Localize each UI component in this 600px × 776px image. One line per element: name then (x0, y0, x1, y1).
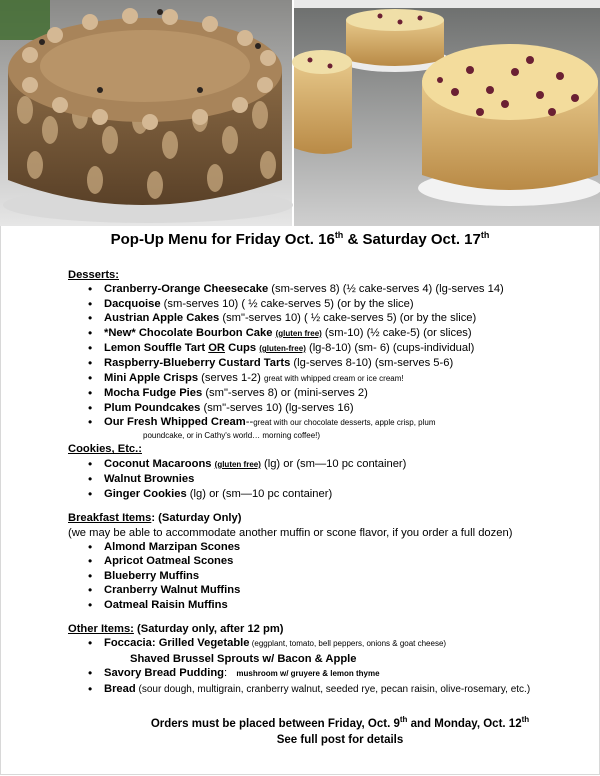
item-name: Lemon Souffle Tart (104, 342, 209, 355)
list-item (104, 341, 588, 356)
other-heading: Other Items: (68, 622, 134, 635)
list-item (104, 682, 588, 697)
item-name: Almond Marzipan Scones (104, 540, 241, 553)
right-photo-cheesecakes (292, 0, 600, 226)
item-detail: (sm"-serves 8) or (mini-serves 2) (202, 387, 368, 400)
item-name: Plum Poundcakes (104, 401, 201, 414)
item-name: Mocha Fudge Pies (104, 387, 203, 400)
list-item (104, 311, 588, 325)
list-item (104, 401, 588, 415)
cookies-heading: Cookies, Etc.: (68, 443, 142, 456)
item-name: Oatmeal Raisin Muffins (104, 598, 228, 611)
item-detail: (lg-serves 8-10) (sm-serves 5-6) (290, 357, 454, 370)
list-item (104, 583, 588, 597)
desserts-heading: Desserts: (68, 269, 119, 281)
title-part2: & Saturday Oct. 17 (343, 231, 481, 248)
breakfast-note: : (Saturday Only) (151, 512, 242, 525)
title-sup1: th (334, 230, 344, 240)
item-detail: (sm-10) (½ cake-5) (or slices) (321, 326, 472, 339)
item-colon: : (223, 667, 228, 680)
list-item (104, 356, 588, 370)
photos (0, 0, 600, 226)
item-name: Mini Apple Crisps (104, 371, 199, 384)
cookies-section-heading (68, 442, 588, 456)
list-item (104, 554, 588, 568)
page-title (0, 230, 600, 250)
orders-line2: See full post for details (276, 734, 404, 746)
other-section-heading (68, 622, 588, 636)
item-name: Coconut Macaroons (104, 457, 212, 470)
other-list-cont (68, 666, 588, 697)
gluten-free-tag: (gluten free) (275, 328, 322, 338)
item-detail: (serves 1-2) (198, 371, 264, 384)
item-detail: (lg) or (sm—10 pc container) (260, 457, 407, 470)
item-name: Blueberry Muffins (104, 569, 200, 582)
breakfast-subnote: (we may be able to accommodate another muffin or scone flavor, if you order a full dozen) (68, 526, 513, 539)
item-detail: (sm-serves 8) (½ cake-serves 4) (lg-serves 14) (268, 283, 504, 296)
title-part1: Pop-Up Menu for Friday Oct. 16 (110, 231, 335, 248)
breakfast-heading: Breakfast Items (68, 512, 152, 525)
orders-sup1: th (399, 715, 408, 725)
cookies-list (68, 457, 588, 501)
item-name: Cranberry-Orange Cheesecake (104, 283, 269, 296)
orders-line1 (0, 716, 600, 732)
list-item (104, 282, 588, 296)
item-name: Ginger Cookies (104, 487, 187, 500)
orders-text-b: and Monday, Oct. 12 (407, 718, 522, 730)
other-note: (Saturday only, after 12 pm) (133, 622, 284, 635)
item-note: mushroom w/ gruyere & lemon thyme (236, 669, 380, 679)
title-sup2: th (480, 230, 490, 240)
item-note: (eggplant, tomato, bell peppers, onions & goat cheese) (249, 639, 447, 649)
whipped-cream-note-cont: poundcake, or in Cathy's world… morning coffee!) (143, 431, 321, 441)
desserts-list (68, 282, 588, 430)
list-item (104, 569, 588, 583)
list-item (104, 487, 588, 501)
item-name-or: OR (208, 342, 225, 355)
orders-footer (0, 716, 600, 748)
list-item (104, 457, 588, 472)
item-detail: -- (245, 416, 254, 429)
gluten-free-tag: (gluten free) (214, 459, 261, 469)
list-item (104, 297, 588, 311)
photo-strip (0, 0, 600, 226)
list-item (104, 472, 588, 486)
item-detail: (sm-serves 10) ( ½ cake-serves 5) (or by the slice) (160, 297, 414, 310)
item-name: Dacquoise (104, 297, 161, 310)
list-item (104, 371, 588, 386)
item-detail: (lg) or (sm—10 pc container) (186, 487, 333, 500)
item-detail: (sm"-serves 10) (lg-serves 16) (200, 401, 354, 414)
other-list (68, 636, 588, 651)
item-detail: (lg-8-10) (sm- 6) (cups-individual) (305, 342, 475, 355)
item-name: Bread (104, 682, 136, 695)
breakfast-section-heading (68, 511, 588, 525)
orders-sup2: th (521, 715, 530, 725)
list-item (104, 598, 588, 612)
item-detail: (sm"-serves 10) ( ½ cake-serves 5) (or by the slice) (219, 312, 477, 325)
list-item (104, 666, 588, 681)
list-item (104, 636, 588, 651)
item-note: great with our chocolate desserts, apple crisp, plum (253, 418, 436, 428)
gluten-free-tag: (gluten-free) (259, 344, 306, 354)
orders-text-a: Orders must be placed between Friday, Oct. 9 (150, 718, 400, 730)
item-name: Foccacia: Grilled Vegetable (104, 637, 250, 650)
list-item (104, 386, 588, 400)
list-item (104, 415, 588, 430)
desserts-section-heading (68, 268, 588, 282)
item-detail: (sour dough, multigrain, cranberry walnut, seeded rye, pecan raisin, olive-rosemary, etc.) (135, 683, 531, 695)
item-name-cont: Cups (225, 342, 257, 355)
menu-content (68, 268, 588, 697)
item-name: Walnut Brownies (104, 473, 195, 486)
list-item (104, 540, 588, 554)
list-item (104, 326, 588, 341)
item-name: Austrian Apple Cakes (104, 312, 220, 325)
item-name: Savory Bread Pudding (104, 667, 224, 680)
item-name: Our Fresh Whipped Cream (104, 416, 246, 429)
item-name: Apricot Oatmeal Scones (104, 555, 234, 568)
item-name: Raspberry-Blueberry Custard Tarts (104, 357, 291, 370)
left-photo-cake (0, 0, 293, 226)
item-name: Cranberry Walnut Muffins (104, 584, 241, 597)
item-note: great with whipped cream or ice cream! (263, 373, 404, 383)
item-name: *New* Chocolate Bourbon Cake (104, 326, 273, 339)
foccacia-sub-item: Shaved Brussel Sprouts w/ Bacon & Apple (130, 652, 357, 665)
breakfast-list (68, 540, 588, 612)
